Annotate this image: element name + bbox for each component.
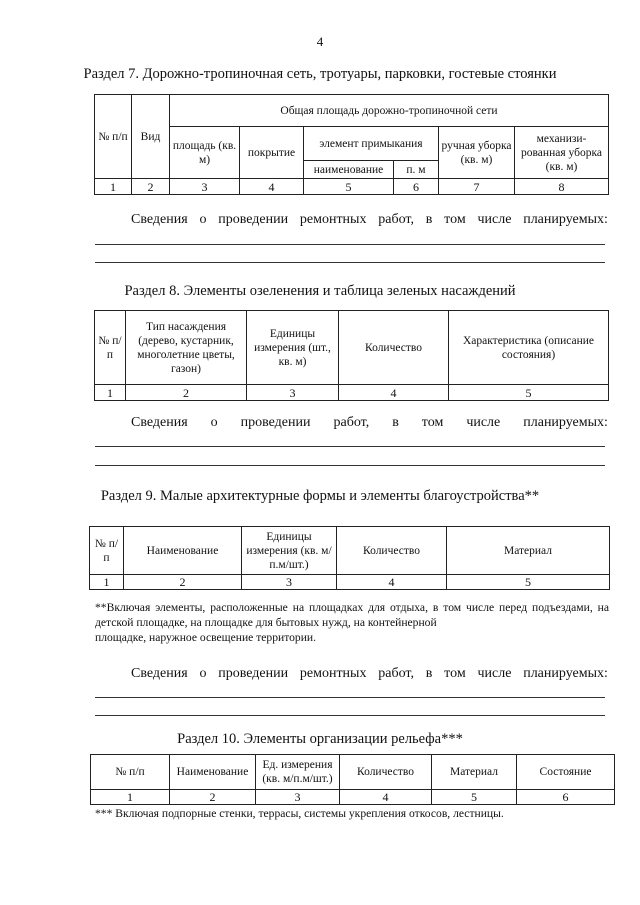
section10-footnote: *** Включая подпорные стенки, террасы, системы укрепления откосов, лестницы. xyxy=(95,807,504,820)
table-cell: 8 xyxy=(515,179,609,195)
table-cell: 1 xyxy=(91,790,170,805)
fill-line xyxy=(95,697,605,698)
table-cell: 2 xyxy=(170,790,256,805)
s10-col-name: Наименование xyxy=(170,755,256,790)
fill-line xyxy=(95,262,605,263)
table-cell: 1 xyxy=(95,179,132,195)
s8-col-qty: Количество xyxy=(339,311,449,385)
s9-col-qty: Количество xyxy=(337,527,447,575)
s10-col-state: Состояние xyxy=(517,755,615,790)
fill-line xyxy=(95,244,605,245)
s10-col-material: Материал xyxy=(432,755,517,790)
s10-col-num: № п/п xyxy=(91,755,170,790)
info-word: в xyxy=(425,212,433,227)
table-cell: 7 xyxy=(439,179,515,195)
table-cell: 4 xyxy=(240,179,304,195)
table-cell: 5 xyxy=(304,179,394,195)
info-word: работ, xyxy=(378,666,414,681)
s8-col-unit: Единицы измерения (шт., кв. м) xyxy=(247,311,339,385)
info-word: работ, xyxy=(378,212,414,227)
info-word: Сведения xyxy=(131,415,188,430)
table-cell: 3 xyxy=(256,790,340,805)
s10-col-unit: Ед. измерения (кв. м/п.м/шт.) xyxy=(256,755,340,790)
section9-title: Раздел 9. Малые архитектурные формы и элементы благоустройства** xyxy=(100,488,540,504)
section8-info xyxy=(131,415,608,431)
table-cell: 6 xyxy=(394,179,439,195)
section9-footnote xyxy=(95,600,609,645)
info-word: числе xyxy=(466,415,501,430)
info-word: том xyxy=(421,415,444,430)
table-cell: 2 xyxy=(126,385,247,401)
s7-col-adjoin-name: наименование xyxy=(304,161,394,179)
s7-col-num: № п/п xyxy=(95,95,132,179)
table-cell: 3 xyxy=(242,575,337,590)
info-word: проведении xyxy=(218,666,289,681)
info-word: проведении xyxy=(240,415,311,430)
info-word: о xyxy=(199,666,207,681)
section10-table xyxy=(90,754,615,805)
info-word: том xyxy=(444,666,466,681)
section7-title: Раздел 7. Дорожно-тропиночная сеть, тротуары, парковки, гостевые стоянки xyxy=(83,66,557,82)
info-word: проведении xyxy=(218,212,289,227)
info-word: Сведения xyxy=(131,212,188,227)
s7-col-area: площадь (кв. м) xyxy=(170,127,240,179)
info-word: планируемых: xyxy=(523,212,608,227)
footnote-line: площадке, наружное освещение территории. xyxy=(95,631,317,644)
table-cell: 5 xyxy=(449,385,609,401)
s7-col-mech: механизи-рованная уборка (кв. м) xyxy=(515,127,609,179)
info-word: том xyxy=(444,212,466,227)
section8-table xyxy=(94,310,609,401)
table-cell: 4 xyxy=(340,790,432,805)
s8-col-char: Характеристика (описание состояния) xyxy=(449,311,609,385)
table-cell: 1 xyxy=(90,575,124,590)
fill-line xyxy=(95,715,605,716)
s7-col-cover: покрытие xyxy=(240,127,304,179)
s9-col-num: № п/п xyxy=(90,527,124,575)
page-number: 4 xyxy=(316,34,324,49)
fill-line xyxy=(95,465,605,466)
info-word: о xyxy=(210,415,218,430)
fill-line xyxy=(95,446,605,447)
s9-col-name: Наименование xyxy=(124,527,242,575)
section7-table xyxy=(94,94,609,195)
table-cell: 2 xyxy=(124,575,242,590)
section9-table xyxy=(89,526,610,590)
table-cell: 4 xyxy=(337,575,447,590)
table-cell: 5 xyxy=(432,790,517,805)
info-word: о xyxy=(199,212,207,227)
table-cell: 6 xyxy=(517,790,615,805)
section8-title: Раздел 8. Элементы озеленения и таблица зеленых насаждений xyxy=(124,283,516,299)
table-cell: 4 xyxy=(339,385,449,401)
info-word: числе xyxy=(477,666,512,681)
s9-col-material: Материал xyxy=(447,527,610,575)
info-word: планируемых: xyxy=(523,666,608,681)
info-word: в xyxy=(425,666,433,681)
info-word: работ, xyxy=(333,415,370,430)
s8-col-type: Тип насаждения (дерево, кустарник, многолетние цветы, газон) xyxy=(126,311,247,385)
s7-col-total: Общая площадь дорожно-тропиночной сети xyxy=(170,95,609,127)
s9-col-unit: Единицы измерения (кв. м/п.м/шт.) xyxy=(242,527,337,575)
info-word: ремонтных xyxy=(299,666,367,681)
s7-col-adjoin-len: п. м xyxy=(394,161,439,179)
table-cell: 2 xyxy=(132,179,170,195)
section9-info xyxy=(131,666,608,682)
table-cell: 5 xyxy=(447,575,610,590)
s7-col-type: Вид xyxy=(132,95,170,179)
info-word: в xyxy=(392,415,399,430)
s10-col-qty: Количество xyxy=(340,755,432,790)
s7-col-manual: ручная уборка (кв. м) xyxy=(439,127,515,179)
info-word: планируемых: xyxy=(523,415,608,430)
table-cell: 3 xyxy=(170,179,240,195)
info-word: числе xyxy=(477,212,512,227)
section7-info xyxy=(131,212,608,228)
table-cell: 3 xyxy=(247,385,339,401)
section10-title: Раздел 10. Элементы организации рельефа*** xyxy=(177,731,463,747)
table-cell: 1 xyxy=(95,385,126,401)
footnote-line: **Включая элементы, расположенные на площадках для отдыха, в том числе перед подъездами, на детской площадке, на площадке для бытовых нужд, на контейнерной xyxy=(95,601,609,629)
info-word: Сведения xyxy=(131,666,188,681)
s7-col-adjoin: элемент примыкания xyxy=(304,127,439,161)
info-word: ремонтных xyxy=(299,212,367,227)
s8-col-num: № п/п xyxy=(95,311,126,385)
